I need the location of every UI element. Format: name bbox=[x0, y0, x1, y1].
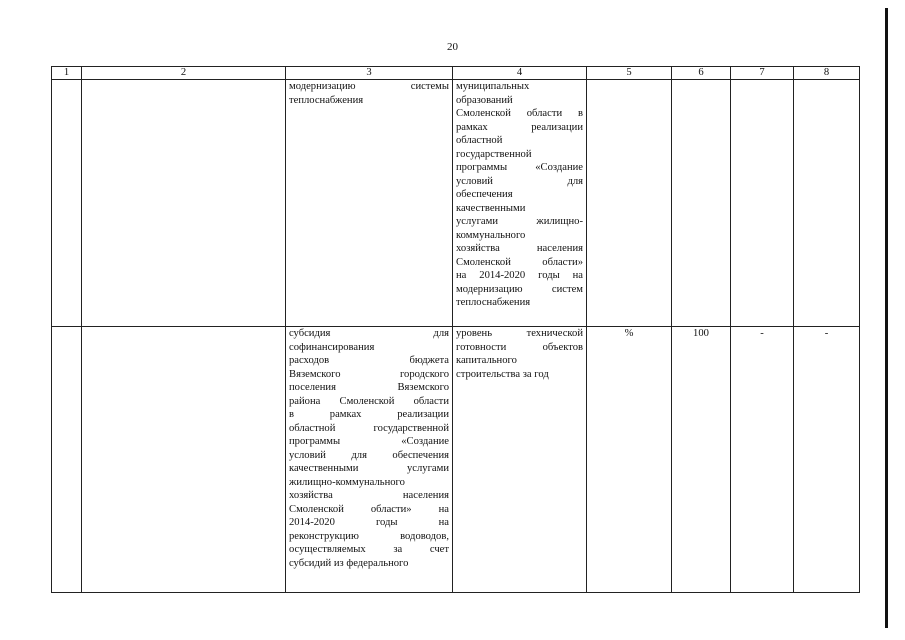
cell-line: теплоснабжения bbox=[456, 297, 531, 308]
cell-col-2 bbox=[82, 327, 286, 593]
cell-line: модернизацию системы bbox=[289, 81, 449, 92]
cell-indicator-description bbox=[453, 327, 587, 593]
cell-line: рамках реализации bbox=[456, 121, 583, 133]
cell-line: условий для bbox=[456, 175, 583, 187]
cell-line: реконструкцию водоводов, bbox=[289, 530, 449, 542]
cell-line: качественными bbox=[456, 202, 526, 214]
header-col-1: 1 bbox=[52, 67, 82, 80]
cell-indicator-description bbox=[453, 80, 587, 327]
cell-indicator-name bbox=[286, 327, 453, 593]
cell-col-1 bbox=[52, 80, 82, 327]
cell-line: Смоленской области» bbox=[456, 256, 583, 268]
cell-line: жилищно-коммунального bbox=[289, 476, 405, 488]
cell-line: образований bbox=[456, 94, 513, 106]
cell-col-1 bbox=[52, 327, 82, 593]
cell-line: теплоснабжения bbox=[289, 94, 364, 106]
cell-line: условий для обеспечения bbox=[289, 449, 449, 461]
cell-line: субсидия для bbox=[289, 328, 449, 339]
cell-line: Смоленской области в bbox=[456, 108, 583, 119]
cell-line: расходов бюджета bbox=[289, 355, 449, 366]
page-edge-bar bbox=[885, 8, 888, 628]
table-row bbox=[52, 327, 860, 593]
cell-line: программы «Создание bbox=[289, 436, 449, 447]
cell-line: строительства за год bbox=[456, 368, 549, 380]
cell-line: Вяземского городского bbox=[289, 368, 449, 380]
data-table bbox=[51, 66, 860, 593]
cell-line: услугами жилищно- bbox=[456, 216, 583, 227]
cell-line: уровень технической bbox=[456, 328, 583, 339]
cell-indicator-name bbox=[286, 80, 453, 327]
cell-line: государственной bbox=[456, 148, 532, 160]
cell-value-1 bbox=[672, 80, 731, 327]
cell-line: поселения Вяземского bbox=[289, 382, 449, 393]
header-row bbox=[52, 67, 860, 80]
cell-line: коммунального bbox=[456, 229, 526, 241]
cell-value-2: - bbox=[731, 327, 794, 593]
cell-col-2 bbox=[82, 80, 286, 327]
header-col-7: 7 bbox=[731, 67, 794, 80]
cell-line: капитального bbox=[456, 355, 517, 366]
cell-line: качественными услугами bbox=[289, 463, 449, 474]
cell-line: осуществляемых за счет bbox=[289, 544, 449, 555]
cell-line: хозяйства населения bbox=[289, 490, 449, 501]
header-col-6: 6 bbox=[672, 67, 731, 80]
cell-value-3: - bbox=[794, 327, 860, 593]
cell-unit: % bbox=[587, 327, 672, 593]
page-number: 20 bbox=[447, 41, 458, 53]
cell-line: обеспечения bbox=[456, 189, 513, 200]
cell-line: хозяйства населения bbox=[456, 243, 583, 254]
cell-line: муниципальных bbox=[456, 81, 530, 92]
cell-line: на 2014-2020 годы на bbox=[456, 270, 583, 281]
cell-line: областной bbox=[456, 135, 503, 146]
cell-line: программы «Создание bbox=[456, 162, 583, 173]
header-col-4: 4 bbox=[453, 67, 587, 80]
cell-line: Смоленской области» на bbox=[289, 503, 449, 515]
cell-line: модернизацию систем bbox=[456, 283, 583, 295]
cell-line: субсидий из федерального bbox=[289, 557, 409, 569]
cell-line: областной государственной bbox=[289, 422, 449, 434]
cell-value-2 bbox=[731, 80, 794, 327]
header-col-5: 5 bbox=[587, 67, 672, 80]
cell-line: в рамках реализации bbox=[289, 409, 449, 420]
cell-line: софинансирования bbox=[289, 341, 375, 353]
header-col-3: 3 bbox=[286, 67, 453, 80]
header-col-2: 2 bbox=[82, 67, 286, 80]
cell-value-3 bbox=[794, 80, 860, 327]
header-col-8: 8 bbox=[794, 67, 860, 80]
cell-line: готовности объектов bbox=[456, 341, 583, 353]
cell-line: района Смоленской области bbox=[289, 395, 449, 407]
cell-value-1: 100 bbox=[672, 327, 731, 593]
cell-unit bbox=[587, 80, 672, 327]
table-row bbox=[52, 80, 860, 327]
cell-line: 2014-2020 годы на bbox=[289, 517, 449, 528]
